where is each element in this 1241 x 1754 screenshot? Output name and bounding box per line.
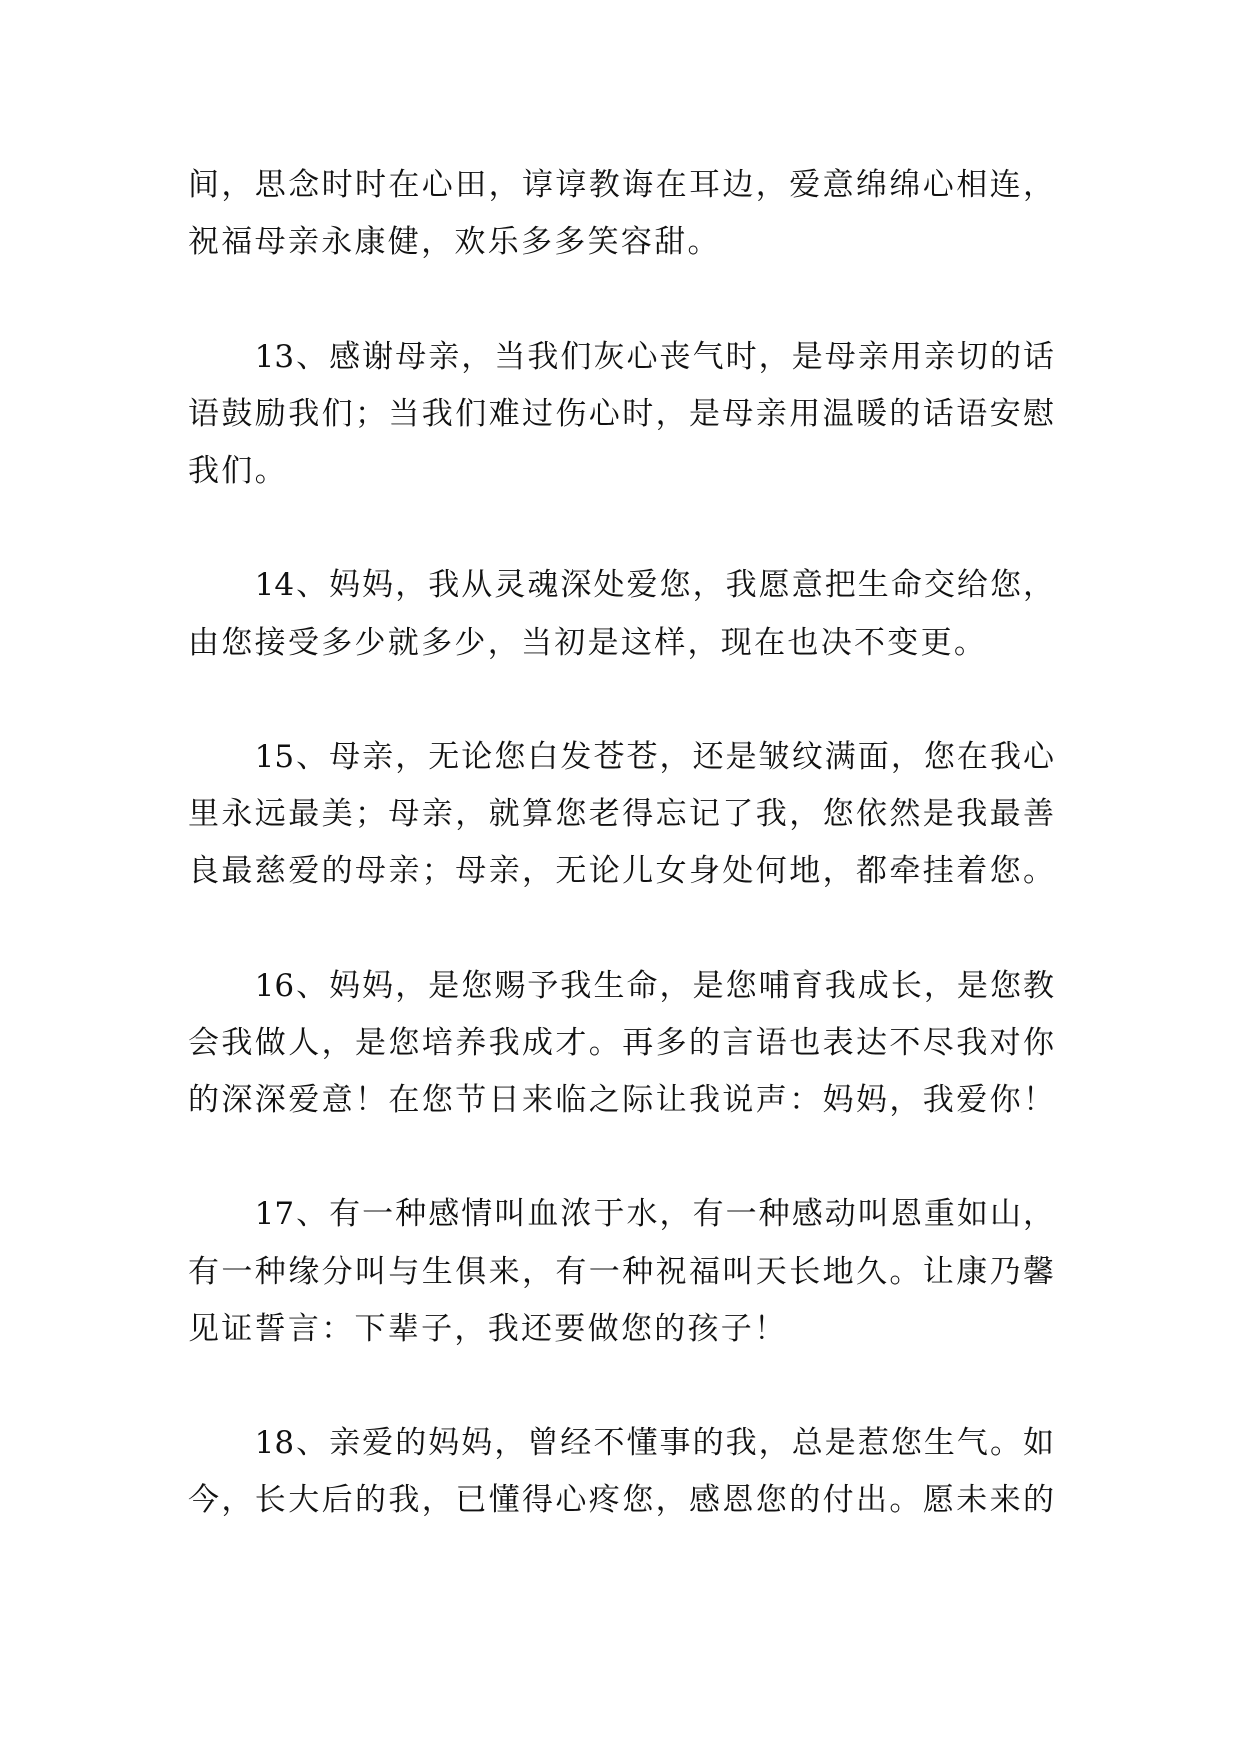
text-line: 语鼓励我们；当我们难过伤心时，是母亲用温暖的话语安慰	[188, 395, 1054, 432]
paragraph	[188, 157, 1241, 271]
paragraph	[188, 1415, 1241, 1529]
text-line: 18、亲爱的妈妈，曾经不懂事的我，总是惹您生气。如	[254, 1425, 1054, 1462]
text-line: 我们。	[188, 452, 288, 489]
paragraph	[188, 329, 1241, 501]
text-line: 会我做人，是您培养我成才。再多的言语也表达不尽我对你	[188, 1024, 1054, 1061]
paragraph	[188, 1186, 1241, 1358]
text-line: 今，长大后的我，已懂得心疼您，感恩您的付出。愿未来的	[188, 1482, 1054, 1519]
text-line: 16、妈妈，是您赐予我生命，是您哺育我成长，是您教	[254, 967, 1054, 1004]
text-line: 良最慈爱的母亲；母亲，无论儿女身处何地，都牵挂着您。	[188, 853, 1054, 890]
text-line: 见证誓言：下辈子，我还要做您的孩子！	[188, 1310, 788, 1347]
text-line: 17、有一种感情叫血浓于水，有一种感动叫恩重如山，	[254, 1196, 1054, 1233]
text-line: 14、妈妈，我从灵魂深处爱您，我愿意把生命交给您，	[254, 567, 1054, 604]
text-line: 15、母亲，无论您白发苍苍，还是皱纹满面，您在我心	[254, 738, 1054, 775]
text-line: 有一种缘分叫与生俱来，有一种祝福叫天长地久。让康乃馨	[188, 1253, 1054, 1290]
text-line: 13、感谢母亲，当我们灰心丧气时，是母亲用亲切的话	[254, 338, 1054, 375]
paragraph	[188, 729, 1241, 901]
text-line: 祝福母亲永康健，欢乐多多笑容甜。	[188, 224, 721, 261]
text-line: 间，思念时时在心田，谆谆教诲在耳边，爱意绵绵心相连，	[188, 167, 1054, 203]
text-line: 的深深爱意！在您节日来临之际让我说声：妈妈，我爱你！	[188, 1082, 1054, 1118]
paragraph	[188, 557, 1241, 671]
text-line: 由您接受多少就多少，当初是这样，现在也决不变更。	[188, 624, 988, 661]
text-line: 里永远最美；母亲，就算您老得忘记了我，您依然是我最善	[188, 796, 1054, 833]
paragraph	[188, 958, 1241, 1130]
